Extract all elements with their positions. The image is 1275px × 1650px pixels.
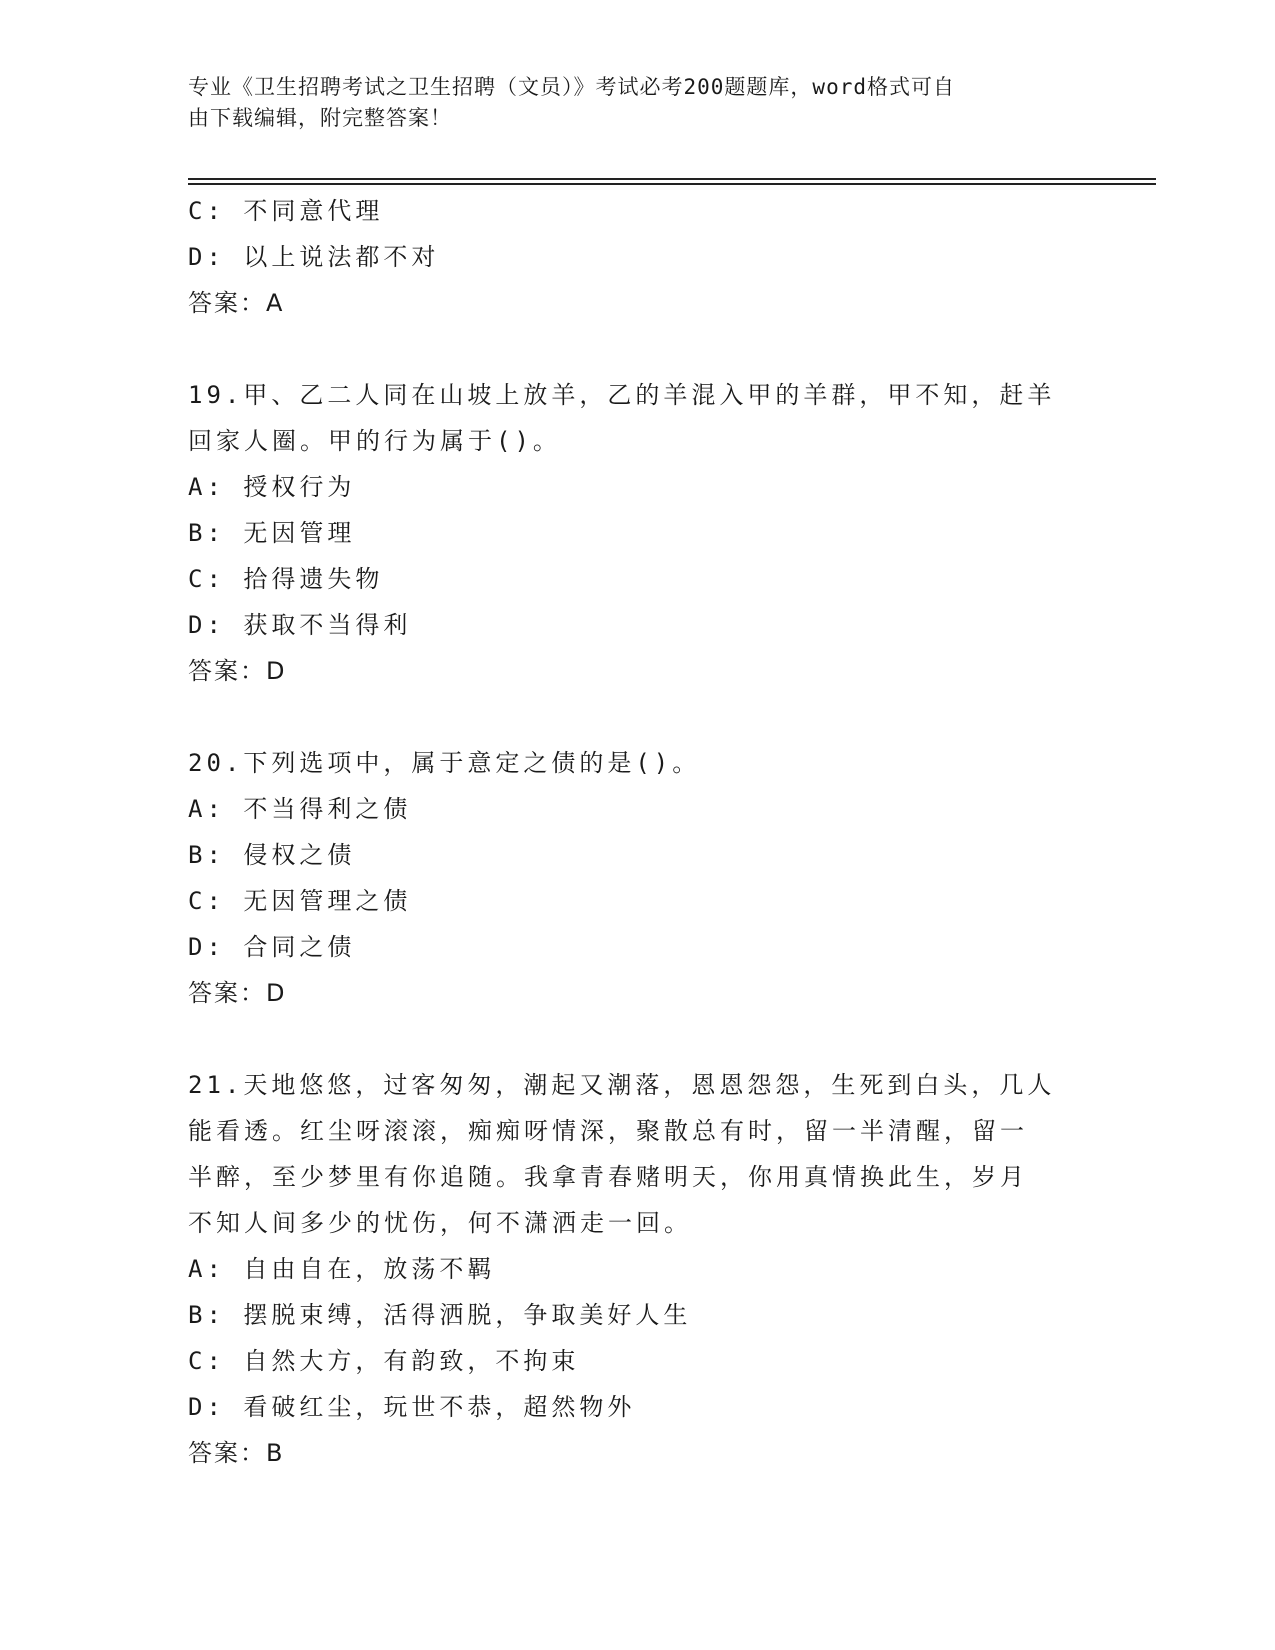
spacer: [188, 694, 1088, 740]
option-d: D: 看破红尘，玩世不恭，超然物外: [188, 1393, 636, 1421]
header-line-2: 由下载编辑，附完整答案！: [188, 106, 452, 130]
question-21: [188, 1062, 1088, 1476]
answer-line: 答案：B: [188, 1439, 285, 1467]
option-d: D: 以上说法都不对: [188, 243, 440, 271]
option-d: D: 合同之债: [188, 933, 356, 961]
question-text: 20.下列选项中，属于意定之债的是()。: [188, 749, 701, 777]
question-text: 半醉，至少梦里有你追随。我拿青春赌明天，你用真情换此生，岁月: [188, 1163, 1028, 1191]
option-c: C: 拾得遗失物: [188, 565, 384, 593]
answer-line: 答案：D: [188, 657, 287, 685]
option-a: A: 授权行为: [188, 473, 356, 501]
question-text: 能看透。红尘呀滚滚，痴痴呀情深，聚散总有时，留一半清醒，留一: [188, 1117, 1028, 1145]
option-b: B: 侵权之债: [188, 841, 356, 869]
option-b: B: 摆脱束缚，活得洒脱，争取美好人生: [188, 1301, 692, 1329]
answer-line: 答案：A: [188, 289, 285, 317]
spacer: [188, 1016, 1088, 1062]
option-c: C: 无因管理之债: [188, 887, 412, 915]
spacer: [188, 326, 1088, 372]
option-c: C: 自然大方，有韵致，不拘束: [188, 1347, 580, 1375]
question-list: [188, 188, 1088, 1476]
question-20: [188, 740, 1088, 1016]
header-line-1: 专业《卫生招聘考试之卫生招聘（文员）》考试必考200题题库，word格式可自: [188, 75, 955, 99]
option-b: B: 无因管理: [188, 519, 356, 547]
answer-line: 答案：D: [188, 979, 287, 1007]
option-a: A: 自由自在，放荡不羁: [188, 1255, 496, 1283]
question-text: 不知人间多少的忧伤，何不潇洒走一回。: [188, 1209, 692, 1237]
question-prev: [188, 188, 1088, 326]
option-c: C: 不同意代理: [188, 197, 384, 225]
question-text: 19.甲、乙二人同在山坡上放羊，乙的羊混入甲的羊群，甲不知，赶羊: [188, 381, 1056, 409]
header-rule-bottom: [188, 183, 1156, 185]
header-rule-top: [188, 178, 1156, 180]
question-text: 回家人圈。甲的行为属于()。: [188, 427, 561, 455]
option-d: D: 获取不当得利: [188, 611, 412, 639]
option-a: A: 不当得利之债: [188, 795, 412, 823]
question-text: 21.天地悠悠，过客匆匆，潮起又潮落，恩恩怨怨，生死到白头，几人: [188, 1071, 1056, 1099]
document-header: [188, 72, 1068, 134]
question-19: [188, 372, 1088, 694]
